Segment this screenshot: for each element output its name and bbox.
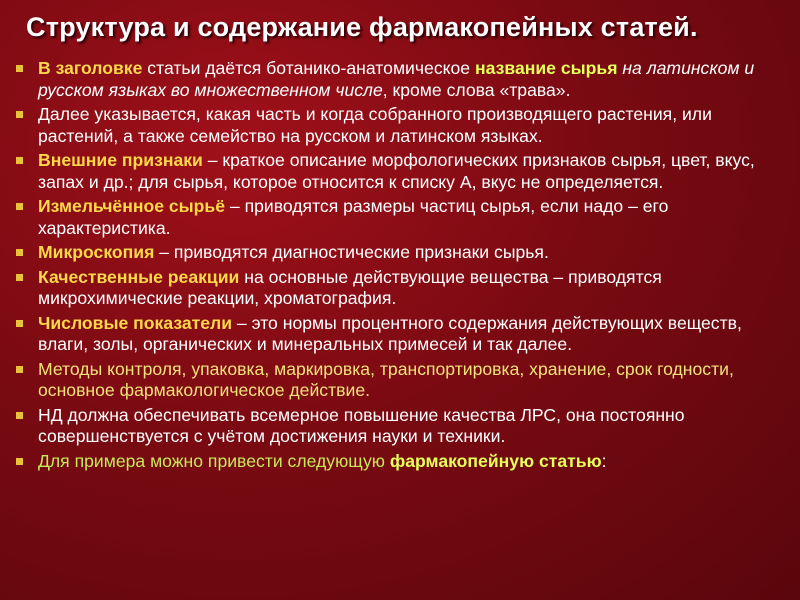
text: : xyxy=(601,450,607,471)
bullet-item-example xyxy=(14,451,784,473)
term: Числовые показатели xyxy=(38,312,233,333)
bullet-item-control-methods xyxy=(14,359,784,402)
term: Внешние признаки xyxy=(38,150,203,170)
square-bullet-icon xyxy=(16,249,23,256)
term-header: В заголовке xyxy=(38,58,143,78)
slide-title: Структура и содержание фармакопейных статей. xyxy=(26,12,698,42)
text: – краткое описание морфологических признаков сырья, цвет, вкус, запах и др.; для сырья, которое относится к списку А, вкус не определяется. xyxy=(38,150,755,192)
square-bullet-icon xyxy=(16,111,23,118)
bullet-item-external-features xyxy=(14,150,784,193)
bullet-item-crushed-raw xyxy=(14,196,784,239)
square-bullet-icon xyxy=(16,366,23,373)
term: Качественные реакции xyxy=(38,266,240,287)
square-bullet-icon xyxy=(16,274,23,281)
text-italic: на латинском и русском языках во множественном числе xyxy=(38,58,755,100)
text: Методы контроля, упаковка, маркировка, транспортировка, хранение, срок годности, основное фармакологическое действие. xyxy=(38,358,734,400)
text: Далее указывается, какая часть и когда собранного производящего растения, или растений, а также семейство на русском и латинском языках. xyxy=(38,104,712,146)
bullet-item-microscopy xyxy=(14,242,784,264)
square-bullet-icon xyxy=(16,320,23,327)
bullet-item-plant-part xyxy=(14,104,784,147)
term: фармакопейную статью xyxy=(389,450,602,471)
term: Микроскопия xyxy=(38,242,155,262)
square-bullet-icon xyxy=(16,458,23,465)
term-raw-material-name: название сырья xyxy=(474,58,618,78)
bullet-item-nd xyxy=(14,405,784,448)
text: – приводятся размеры частиц сырья, если надо – его характеристика. xyxy=(38,196,669,238)
bullet-list xyxy=(14,58,784,475)
text: статьи даётся ботанико-анатомическое xyxy=(142,58,475,78)
text: , кроме слова «трава». xyxy=(382,79,571,100)
bullet-item-header xyxy=(14,58,784,101)
text: на основные действующие вещества – приводятся микрохимические реакции, хроматография. xyxy=(38,266,662,308)
term: Измельчённое сырьё xyxy=(38,196,226,216)
text: НД должна обеспечивать всемерное повышение качества ЛРС, она постоянно совершенствуется с учётом достижения науки и техники. xyxy=(38,404,685,446)
text: Для примера можно привести следующую xyxy=(38,450,390,471)
bullet-item-qualitative xyxy=(14,267,784,310)
bullet-item-numeric xyxy=(14,313,784,356)
square-bullet-icon xyxy=(16,203,23,210)
square-bullet-icon xyxy=(16,157,23,164)
square-bullet-icon xyxy=(16,412,23,419)
text: – приводятся диагностические признаки сырья. xyxy=(154,242,549,262)
text: – это нормы процентного содержания действующих веществ, влаги, золы, органических и минеральных примесей и так далее. xyxy=(38,312,742,354)
square-bullet-icon xyxy=(16,65,23,72)
